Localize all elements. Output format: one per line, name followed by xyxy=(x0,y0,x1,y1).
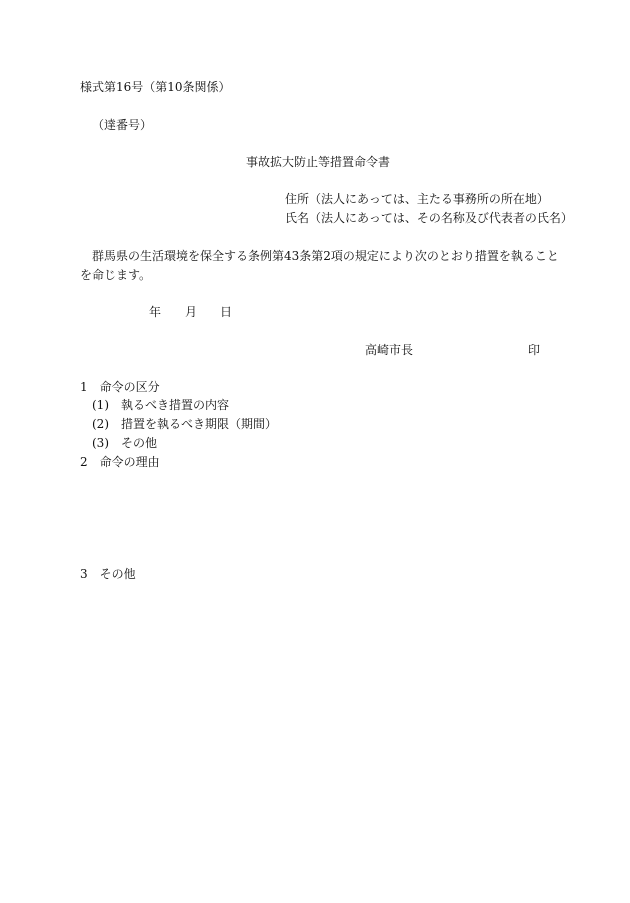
seal-mark: 印 xyxy=(528,343,541,357)
form-number: 様式第16号（第10条関係） xyxy=(80,80,231,94)
section-2-heading: 2 命令の理由 xyxy=(80,455,160,469)
section-1-heading: 1 命令の区分 xyxy=(80,380,160,394)
address-label: 住所（法人にあっては、主たる事務所の所在地） xyxy=(285,192,549,206)
section-1-item: (3) その他 xyxy=(92,436,157,450)
date-day: 日 xyxy=(220,305,233,319)
body-text-line-1: 群馬県の生活環境を保全する条例第43条第2項の規定により次のとおり措置を執ること xyxy=(92,249,559,263)
document-title: 事故拡大防止等措置命令書 xyxy=(246,155,391,169)
name-label: 氏名（法人にあっては、その名称及び代表者の氏名） xyxy=(285,211,573,225)
section-1-item: (2) 措置を執るべき期限（期間） xyxy=(92,417,277,431)
issuer-title: 高崎市長 xyxy=(365,343,414,357)
body-text-line-2: を命じます。 xyxy=(80,268,152,282)
document-number: （達番号） xyxy=(92,118,153,132)
date-year: 年 xyxy=(149,305,162,319)
date-month: 月 xyxy=(185,305,198,319)
section-1-item: (1) 執るべき措置の内容 xyxy=(92,398,229,412)
section-3-heading: 3 その他 xyxy=(80,567,136,581)
